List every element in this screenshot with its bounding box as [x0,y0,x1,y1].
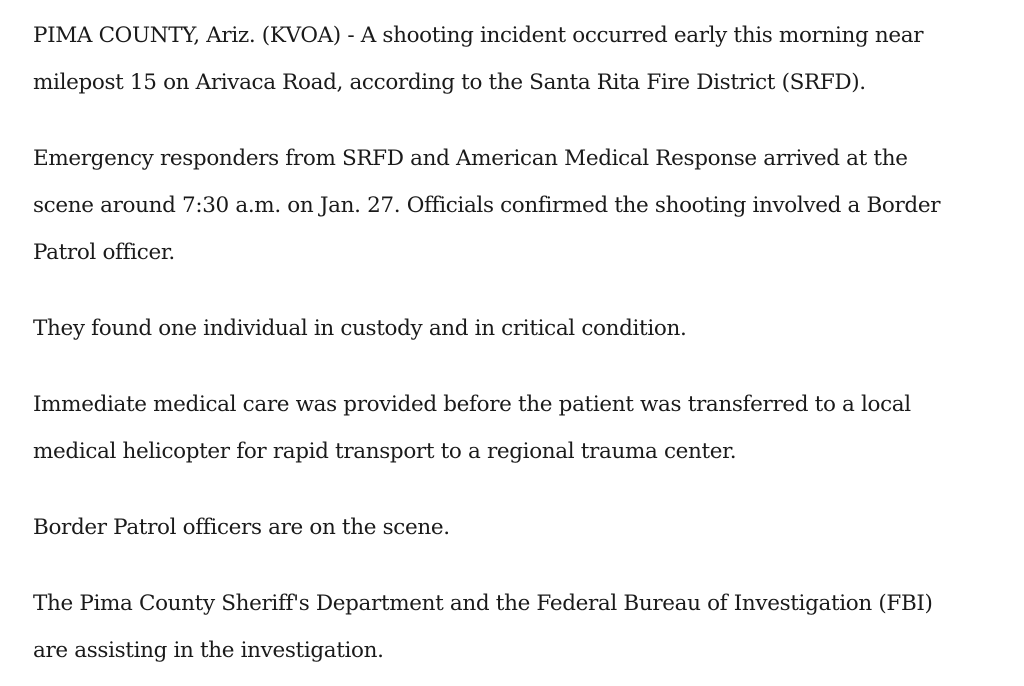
news-article-body [33,12,1008,674]
paragraph-line: scene around 7:30 a.m. on Jan. 27. Officials confirmed the shooting involved a Border [33,193,941,218]
article-paragraph-responders [33,135,1008,276]
paragraph-line: milepost 15 on Arivaca Road, according to the Santa Rita Fire District (SRFD). [33,70,866,95]
article-paragraph-border-patrol [33,504,1008,551]
paragraph-line: They found one individual in custody and in critical condition. [33,316,687,341]
paragraph-line: medical helicopter for rapid transport to a regional trauma center. [33,439,737,464]
article-paragraph-custody [33,305,1008,352]
paragraph-line: Immediate medical care was provided before the patient was transferred to a local [33,392,911,417]
paragraph-line: Emergency responders from SRFD and American Medical Response arrived at the [33,146,908,171]
paragraph-line: PIMA COUNTY, Ariz. (KVOA) - A shooting incident occurred early this morning near [33,23,924,48]
article-paragraph-dateline [33,12,1008,106]
article-paragraph-investigation [33,580,1008,674]
paragraph-line: are assisting in the investigation. [33,638,384,663]
paragraph-line: Border Patrol officers are on the scene. [33,515,450,540]
article-paragraph-medical-care [33,381,1008,475]
paragraph-line: Patrol officer. [33,240,175,265]
paragraph-line: The Pima County Sheriff's Department and the Federal Bureau of Investigation (FBI) [33,591,933,616]
